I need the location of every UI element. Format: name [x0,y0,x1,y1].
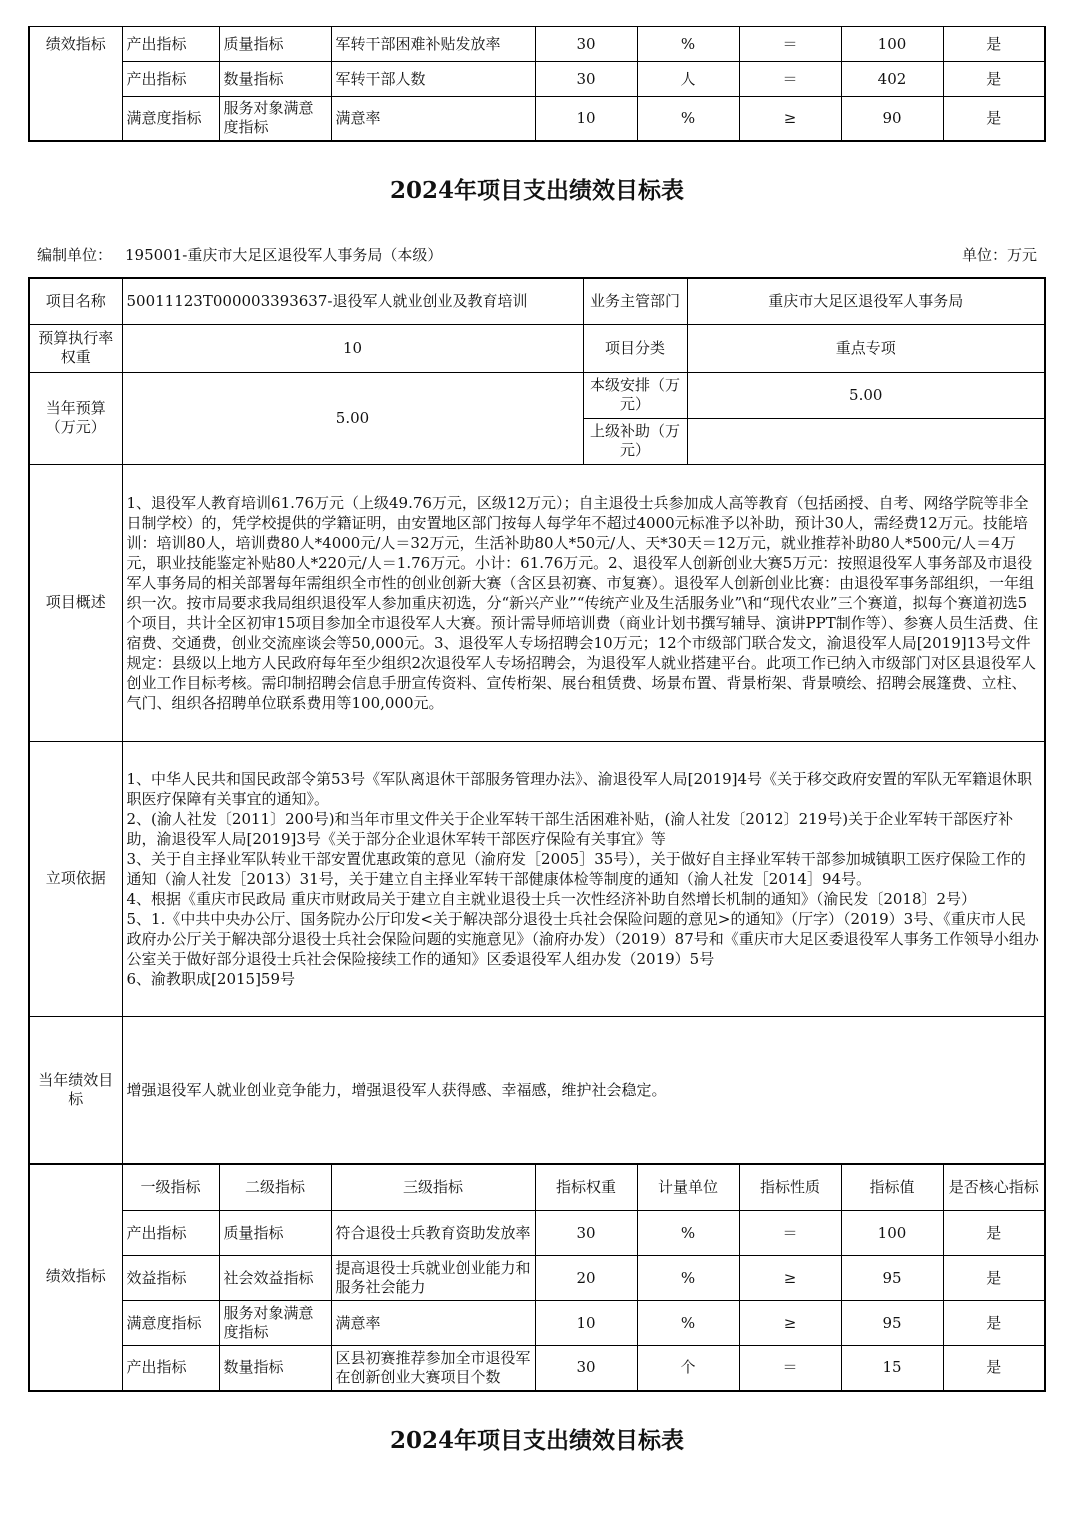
perf-row3-l3: 满意率 [331,1301,535,1346]
dept-value: 重庆市大足区退役军人事务局 [687,278,1045,324]
perf-group-label: 绩效指标 [29,1164,122,1391]
top-group-label: 绩效指标 [29,27,122,141]
top-row1-l3: 军转干部困难补贴发放率 [331,27,535,62]
top-row1-l2: 质量指标 [219,27,331,62]
perf-row2-l3: 提高退役士兵就业创业能力和服务社会能力 [331,1256,535,1301]
top-row2-l1: 产出指标 [122,62,219,97]
budget-value: 5.00 [122,372,583,464]
perf-header-unit: 计量单位 [637,1164,739,1211]
perf-row4-value: 15 [841,1346,943,1391]
perf-row4-l3: 区县初赛推荐参加全市退役军在创新创业大赛项目个数 [331,1346,535,1391]
perf-row1-value: 100 [841,1211,943,1256]
top-row3-l1: 满意度指标 [122,97,219,141]
top-row1-unit: % [637,27,739,62]
top-row1-value: 100 [841,27,943,62]
top-row2-core: 是 [943,62,1045,97]
perf-row3-l2: 服务对象满意度指标 [219,1301,331,1346]
bottom-title: 2024年项目支出绩效目标表 [389,1427,684,1454]
top-row3-nature: ≥ [739,97,841,141]
top-row2-weight: 30 [535,62,637,97]
project-name-value: 50011123T000003393637-退役军人就业创业及教育培训 [122,278,583,324]
top-row1-nature: ＝ [739,27,841,62]
perf-row3-core: 是 [943,1301,1045,1346]
basis-line-3: 3、关于自主择业军队转业干部安置优惠政策的意见（渝府发［2005］35号），关于做好自主择业军转干部参加城镇职工医疗保险工作的通知（渝人社发［2013）31号，关于建立自主择业军转干部健康体检等制度的通知（渝人社发［2014］94号。 [126,849,1026,888]
perf-header-l2: 二级指标 [219,1164,331,1211]
perf-header-value: 指标值 [841,1164,943,1211]
basis-line-4: 4、根据《重庆市民政局 重庆市财政局关于建立自主就业退役士兵一次性经济补助自然增长机制的通知》（渝民发〔2018〕2号） [126,889,977,908]
goal-label: 当年绩效目标 [29,1016,122,1164]
exec-rate-value: 10 [122,324,583,372]
perf-row2-nature: ≥ [739,1256,841,1301]
basis-text [122,741,1045,1016]
perf-row2-unit: % [637,1256,739,1301]
perf-row1-l1: 产出指标 [122,1211,219,1256]
perf-row2-weight: 20 [535,1256,637,1301]
goal-text: 增强退役军人就业创业竞争能力，增强退役军人获得感、幸福感，维护社会稳定。 [122,1016,1045,1164]
perf-row4-l1: 产出指标 [122,1346,219,1391]
exec-rate-label: 预算执行率权重 [29,324,122,372]
top-row2-l3: 军转干部人数 [331,62,535,97]
project-table [28,277,1046,1165]
perf-row3-nature: ≥ [739,1301,841,1346]
perf-header-nature: 指标性质 [739,1164,841,1211]
category-label: 项目分类 [583,324,687,372]
perf-row3-l1: 满意度指标 [122,1301,219,1346]
perf-row3-value: 95 [841,1301,943,1346]
overview-label: 项目概述 [29,464,122,741]
basis-label: 立项依据 [29,741,122,1016]
overview-text: 1、退役军人教育培训61.76万元（上级49.76万元，区级12万元）；自主退役士兵参加成人高等教育（包括函授、自考、网络学院等非全日制学校）的，凭学校提供的学籍证明，由安置地区部门按每人每学年不超过4000元标准予以补助，预计30人，需经费12万元。技能培训：培训80人，培训费80人*4000元/人＝32万元，生活补助80人*50元/人、天*30天＝12万元，就业推荐补助80人*500元/人＝4万元，职业技能鉴定补贴80人*220元/人＝1.76万元。小计：61.76万元。2、退役军人创新创业大赛5万元：按照退役军人事务部及市退役军人事务局的相关部署每年需组织全市性的创业创新大赛（含区县初赛、市复赛）。退役军人创新创业比赛：由退役军事务部组织，一年组织一次。按市局要求我局组织退役军人参加重庆初选，分“新兴产业”“传统产业及生活服务业”\和“现代农业”三个赛道，拟每个赛道初选5个项目，共计全区初审15项目参加全市退役军人大赛。预计需导师培训费（商业计划书撰写辅导、演讲PPT制作等）、参赛人员生活费、住宿费、交通费，创业交流座谈会等50,000元。3、退役军人专场招聘会10万元；12个市级部门联合发文，渝退役军人局[2019]13号文件规定：县级以上地方人民政府每年至少组织2次退役军人专场招聘会，为退役军人就业搭建平台。此项工作已纳入市级部门对区县退役军人创业工作目标考核。需印制招聘会信息手册宣传资料、宣传桁架、展台租赁费、场景布置、背景桁架、背景喷绘、招聘会展篷费、立柱、气门、组织各招聘单位联系费用等100,000元。 [122,464,1045,741]
budget-label: 当年预算（万元） [29,372,122,464]
basis-line-1: 1、中华人民共和国民政部令第53号《军队离退休干部服务管理办法》、渝退役军人局[2019]4号《关于移交政府安置的军队无军籍退休职职医疗保障有关事宜的通知》。 [126,769,1033,808]
top-row3-weight: 10 [535,97,637,141]
local-arrange-value: 5.00 [687,372,1045,418]
top-row2-l2: 数量指标 [219,62,331,97]
top-row3-value: 90 [841,97,943,141]
perf-header-l3: 三级指标 [331,1164,535,1211]
top-row3-unit: % [637,97,739,141]
project-name-label: 项目名称 [29,278,122,324]
dept-label: 业务主管部门 [583,278,687,324]
category-value: 重点专项 [687,324,1045,372]
perf-table [28,1163,1046,1392]
perf-row2-value: 95 [841,1256,943,1301]
basis-line-2: 2、(渝人社发〔2011〕200号)和当年市里文件关于企业军转干部生活困难补贴，(渝人社发〔2012〕219号)关于企业军转干部医疗补助，渝退役军人局[2019]3号《关于部分企业退休军转干部医疗保险有关事宜》等 [126,809,1014,848]
perf-row1-core: 是 [943,1211,1045,1256]
perf-header-weight: 指标权重 [535,1164,637,1211]
perf-row4-core: 是 [943,1346,1045,1391]
top-row3-l2: 服务对象满意度指标 [219,97,331,141]
perf-row2-l1: 效益指标 [122,1256,219,1301]
basis-line-6: 6、渝教职成[2015]59号 [126,969,296,988]
top-row2-value: 402 [841,62,943,97]
top-row2-unit: 人 [637,62,739,97]
top-row2-nature: ＝ [739,62,841,97]
unit-label: 单位：万元 [962,246,1038,264]
top-row1-weight: 30 [535,27,637,62]
perf-row1-unit: % [637,1211,739,1256]
top-performance-table [28,26,1046,142]
perf-row1-l3: 符合退役士兵教育资助发放率 [331,1211,535,1256]
perf-row4-weight: 30 [535,1346,637,1391]
perf-row3-unit: % [637,1301,739,1346]
top-row1-core: 是 [943,27,1045,62]
perf-row4-l2: 数量指标 [219,1346,331,1391]
perf-row3-weight: 10 [535,1301,637,1346]
section-title: 2024年项目支出绩效目标表 [389,177,684,204]
perf-row2-l2: 社会效益指标 [219,1256,331,1301]
perf-row4-nature: ＝ [739,1346,841,1391]
top-row3-core: 是 [943,97,1045,141]
perf-row2-core: 是 [943,1256,1045,1301]
perf-row1-l2: 质量指标 [219,1211,331,1256]
top-row3-l3: 满意率 [331,97,535,141]
perf-row1-nature: ＝ [739,1211,841,1256]
compiler-value: 195001-重庆市大足区退役军人事务局（本级） [125,246,443,264]
local-arrange-label: 本级安排（万元） [583,372,687,418]
perf-row4-unit: 个 [637,1346,739,1391]
perf-header-core: 是否核心指标 [943,1164,1045,1211]
perf-row1-weight: 30 [535,1211,637,1256]
top-row1-l1: 产出指标 [122,27,219,62]
compiler-label: 编制单位： [37,246,113,264]
upper-subsidy-value [687,418,1045,464]
perf-header-l1: 一级指标 [122,1164,219,1211]
basis-line-5: 5、1.《中共中央办公厅、国务院办公厅印发<关于解决部分退役士兵社会保险问题的意见>的通知》（厅字）（2019）3号、《重庆市人民政府办公厅关于解决部分退役士兵社会保险问题的实施意见》（渝府办发）（2019）87号和《重庆市大足区委退役军人事务工作领导小组办公室关于做好部分退役士兵社会保险接续工作的通知》区委退役军人组办发（2019）5号 [126,909,1039,968]
upper-subsidy-label: 上级补助（万元） [583,418,687,464]
